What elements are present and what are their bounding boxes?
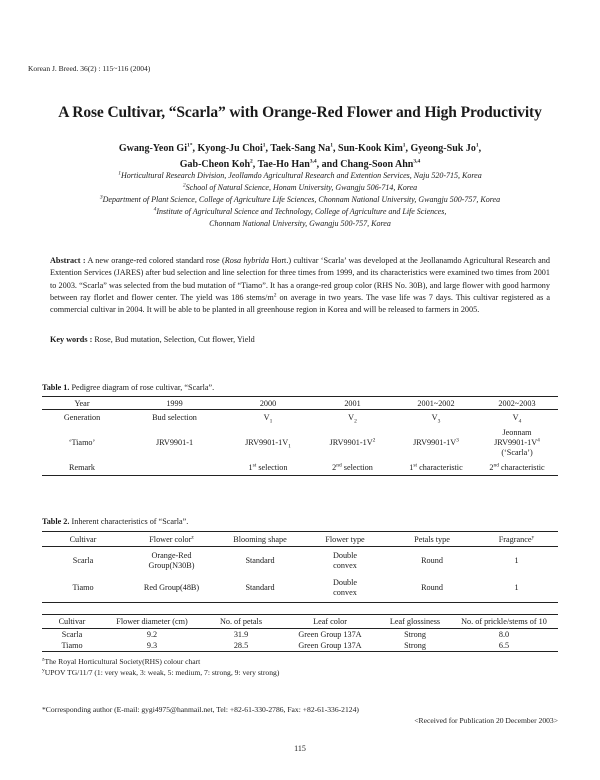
received-date: <Received for Publication 20 December 2003> xyxy=(414,716,558,725)
author: Sun-Kook Kim$^1$ xyxy=(338,142,406,154)
table2-characteristics xyxy=(42,531,558,603)
table-row: Tiamo 9.3 28.5 Green Group 137A Strong 6.5 xyxy=(42,640,558,652)
table2-caption: Table 2. Inherent characteristics of “Scarla”. xyxy=(42,517,189,526)
keywords: Key words : Rose, Bud mutation, Selection, Cut flower, Yield xyxy=(50,335,255,344)
affiliation: $^2$School of Natural Science, Honam University, Gwangju 506-714, Korea xyxy=(182,182,418,192)
abstract-label: Abstract : xyxy=(50,256,86,265)
species-name: Rosa hybrida xyxy=(224,256,269,265)
author-line-1: Gwang-Yeon $Gi^{1*}$, Kyong-Ju Choi$^1$, Taek-Sang Na$^1$, Sun-Kook Kim$^1$, Gyeong-Suk Jo$^1$, xyxy=(118,142,482,154)
table-header-row: Year 1999 2000 2001 2001~2002 2002~2003 xyxy=(42,397,558,410)
author: Tae-Ho Han$^{3,4}$ xyxy=(257,158,317,170)
table-row: Tiamo Red Group(48B) Standard Double convex Round 1 xyxy=(42,575,558,603)
table-row: Scarla Orange-Red Group(N30B) Standard Double convex Round 1 xyxy=(72,550,519,570)
table1-pedigree xyxy=(42,396,558,476)
author-line-2: Gab-Cheon Koh$^2$, Tae-Ho Han$^{3,4}$, and Chang-Soon Ahn$^{3,4}$ xyxy=(179,158,421,170)
table-header-row: Cultivar Flower diameter (cm) No. of petals Leaf color Leaf glossiness No. of prickle/stems of 10 xyxy=(42,615,558,629)
table2-footnotes xyxy=(42,656,279,678)
author: Gab-Cheon Koh$^2$ xyxy=(179,158,253,170)
page-number: 115 xyxy=(294,744,306,753)
footnote: $^y$UPOV TG/11/7 (1: very weak, 3: weak, 5: medium, 7: strong, 9: very strong) xyxy=(42,667,280,677)
affiliations xyxy=(0,170,600,230)
table1-caption: Table 1. Pedigree diagram of rose cultivar, “Scarla”. xyxy=(42,383,215,392)
table-header-row: Cultivar Flower color$^z$ Blooming shape Flower type Petals type Fragrance$^y$ xyxy=(42,532,558,547)
author-list xyxy=(0,141,600,173)
author: Gwang-Yeon $Gi^{1*}$ xyxy=(118,142,193,154)
affiliation: $^3$Department of Plant Science, College of Agriculture Life Sciences, Chonnam National University, Gwangju 500-757, Korea xyxy=(99,194,501,204)
table-row: Remark 1st selection 2nd selection 1st characteristic 2nd characteristic xyxy=(42,461,558,476)
abstract: Abstract : A new orange-red colored standard rose (Rosa hybrida Hort.) cultivar ‘Scarla’ was developed at the Jeollanamdo Agricultural Research and Extention Services (JARES) after bud selection and line selection for three times from 1999, and its characteristics were examined two times from 2001 to 2003. “Scarla” was selected from the bud mutation of “Tiamo”. It has a orange-red group color (RHS No. 30B), and large flower with good harmony between ray florlet and flower center. The yield was 186 stems/$m^2$ on average in two years. The vase life was 7 days. This cultivar registered as a commercial cultivar in 2004. It will be able to be planted in all greenhouse region in Korea and will be released to farmers in 2005. xyxy=(50,256,550,315)
paper-title: A Rose Cultivar, “Scarla” with Orange-Red Flower and High Productivity xyxy=(58,104,542,121)
author: Gyeong-Suk Jo$^1$ xyxy=(410,142,479,154)
affiliation: $^4$Institute of Agricultural Science and Technology, College of Agriculture and Life Sciences, xyxy=(153,206,447,216)
journal-citation: Korean J. Breed. 36(2) : 115~116 (2004) xyxy=(28,64,151,73)
affiliation: Chonnam National University, Gwangju 500-757, Korea xyxy=(209,219,391,228)
author: and Chang-Soon Ahn$^{3,4}$ xyxy=(321,158,421,170)
table-row: ‘Tiamo’ JRV9901-1 $JRV9901-1V_1$ $JRV9901-1V^2$ $JRV9901-1V^3$ Jeonnam $JRV9901-1V^4$ (‘Scarla’) xyxy=(68,427,540,457)
table-row: Generation Bud selection $V_1$ $V_2$ $V_3$ $V_4$ xyxy=(63,412,522,425)
keywords-label: Key words : xyxy=(50,335,93,344)
corresponding-author: *Corresponding author (E-mail: gygi4975@hanmail.net, Tel: +82-61-330-2786, Fax: +82-61-336-2124) xyxy=(42,705,359,714)
footnote: $^z$The Royal Horticultural Society(RHS) colour chart xyxy=(42,656,201,666)
table-row: Scarla 9.2 31.9 Green Group 137A Strong 8.0 xyxy=(61,629,510,639)
author: Kyong-Ju Choi$^1$ xyxy=(197,142,266,154)
author: Taek-Sang Na$^1$ xyxy=(270,142,334,154)
affiliation: $^1$Horticultural Research Division, Jeollamdo Agricultural Research and Extention Services, Naju 520-715, Korea xyxy=(118,170,482,180)
table2-measurements xyxy=(42,614,558,652)
